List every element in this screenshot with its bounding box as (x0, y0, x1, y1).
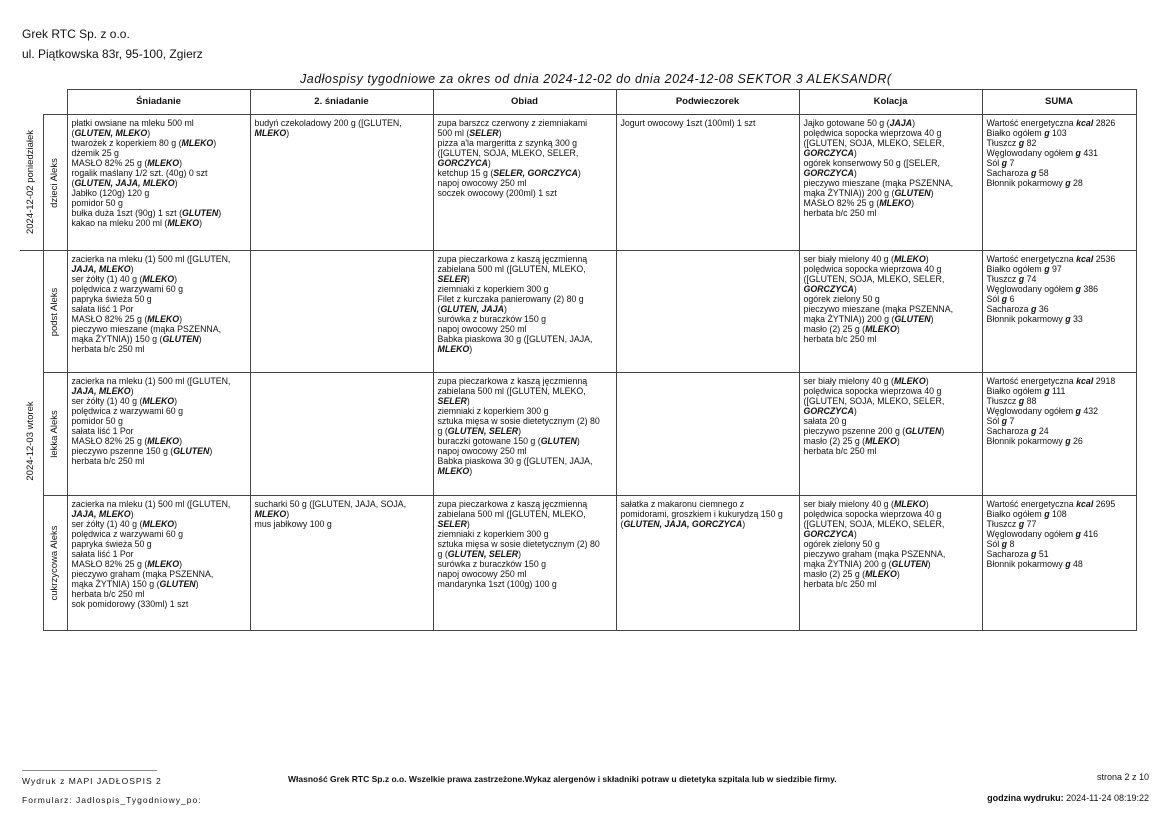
meal-cell (250, 251, 433, 373)
cell-line: 500 ml (SELER) (437, 128, 502, 138)
cell-line: sztuka mięsa w sosie dietetycznym (2) 80 (437, 416, 600, 426)
cell-line: JAJA, MLEKO) (71, 509, 134, 519)
cell-line: MLEKO) (437, 466, 473, 476)
cell-line: SELER) (437, 519, 470, 529)
column-header-kolacja: Kolacja (799, 90, 982, 115)
cell-line: pomidor 50 g (71, 198, 123, 208)
printout-source: Wydruk z MAPI JADŁOSPIS 2 (22, 776, 162, 786)
cell-line: soczek owocowy (200ml) 1 szt (437, 188, 557, 198)
cell-line: twarożek z koperkiem 80 g (MLEKO) (71, 138, 217, 148)
meal-cell (799, 115, 982, 251)
cell-line: (GLUTEN, JAJA, GORCZYCA) (620, 519, 746, 529)
cell-line: pieczywo graham (mąka PSZENNA, (803, 549, 946, 559)
cell-line: Sacharoza g 58 (986, 168, 1049, 178)
column-header-obiad: Obiad (433, 90, 616, 115)
menu-title: Jadłospisy tygodniowe za okres od dnia 2024-12-02 do dnia 2024-12-08 SEKTOR 3 ALEKSANDR( (300, 72, 892, 86)
cell-line: bułka duża 1szt (90g) 1 szt (GLUTEN) (71, 208, 222, 218)
cell-line: zabielana 500 ml ([GLUTEN, MLEKO, (437, 264, 586, 274)
meal-cell (250, 496, 433, 631)
cell-line: herbata b/c 250 ml (803, 334, 877, 344)
cell-line: Węglowodany ogółem g 432 (986, 406, 1098, 416)
cell-line: polędwica sopocka wieprzowa 40 g (803, 264, 942, 274)
cell-line: Białko ogółem g 111 (986, 386, 1066, 396)
cell-line: SELER) (437, 396, 470, 406)
cell-line: pieczywo pszenne 150 g (GLUTEN) (71, 446, 213, 456)
cell-line: Sól g 7 (986, 158, 1015, 168)
cell-line: sałata liść 1 Por (71, 304, 134, 314)
form-name: Formularz: Jadlospis_Tygodniowy_po: (22, 795, 202, 805)
cell-line: MASŁO 82% 25 g (MLEKO) (71, 436, 182, 446)
cell-line: polędwica sopocka wieprzowa 40 g (803, 128, 942, 138)
cell-line: Wartość energetyczna kcal 2826 (986, 118, 1116, 128)
cell-line: sałata 20 g (803, 416, 847, 426)
meal-cell (616, 251, 799, 373)
summary-cell (982, 115, 1136, 251)
summary-cell (982, 373, 1136, 496)
cell-line: herbata b/c 250 ml (803, 446, 877, 456)
cell-line: ogórek konserwowy 50 g ([SELER, (803, 158, 940, 168)
cell-line: płatki owsiane na mleku 500 ml (71, 118, 194, 128)
cell-line: ser żółty (1) 40 g (MLEKO) (71, 396, 178, 406)
cell-line: SELER) (437, 274, 470, 284)
cell-line: (GLUTEN, JAJA, MLEKO) (71, 178, 178, 188)
cell-line: zupa pieczarkowa z kaszą jęczmienną (437, 254, 588, 264)
meal-cell (433, 115, 616, 251)
cell-line: ogórek zielony 50 g (803, 294, 880, 304)
cell-line: ([GLUTEN, SOJA, MLEKO, SELER, (803, 396, 945, 406)
cell-line: MLEKO) (254, 509, 290, 519)
meal-cell (67, 251, 250, 373)
diet-cell (43, 373, 67, 496)
meal-cell (799, 373, 982, 496)
meal-cell (250, 373, 433, 496)
cell-line: JAJA, MLEKO) (71, 386, 134, 396)
cell-line: Błonnik pokarmowy g 28 (986, 178, 1083, 188)
cell-line: mąka ŻYTNIA)) 200 g (GLUTEN) (803, 188, 934, 198)
cell-line: Jabłko (120g) 120 g (71, 188, 150, 198)
column-header-2-sniadanie: 2. śniadanie (250, 90, 433, 115)
cell-line: GORCZYCA) (803, 406, 857, 416)
cell-line: pomidor 50 g (71, 416, 123, 426)
diet-cell (43, 251, 67, 373)
cell-line: napoj owocowy 250 ml (437, 324, 527, 334)
cell-line: Sacharoza g 51 (986, 549, 1049, 559)
cell-line: ser biały mielony 40 g (MLEKO) (803, 376, 929, 386)
diet-cell (43, 115, 67, 251)
cell-line: sztuka mięsa w sosie dietetycznym (2) 80 (437, 539, 600, 549)
cell-line: Białko ogółem g 108 (986, 509, 1067, 519)
summary-cell (982, 496, 1136, 631)
cell-line: Białko ogółem g 103 (986, 128, 1067, 138)
cell-line: herbata b/c 250 ml (803, 579, 877, 589)
footer-divider (22, 770, 157, 771)
cell-line: Tłuszcz g 82 (986, 138, 1037, 148)
cell-line: Węglowodany ogółem g 416 (986, 529, 1098, 539)
cell-line: Wartość energetyczna kcal 2695 (986, 499, 1116, 509)
diet-row (20, 251, 1136, 373)
meal-cell (433, 496, 616, 631)
cell-line: JAJA, MLEKO) (71, 264, 134, 274)
cell-line: sałata liść 1 Por (71, 426, 134, 436)
print-time (987, 793, 1149, 803)
cell-line: ser żółty (1) 40 g (MLEKO) (71, 274, 178, 284)
cell-line: surówka z buraczków 150 g (437, 314, 547, 324)
column-header-podwieczorek: Podwieczorek (616, 90, 799, 115)
cell-line: Tłuszcz g 77 (986, 519, 1037, 529)
day-cell (20, 251, 43, 631)
header-corner (20, 90, 43, 115)
cell-line: pieczywo graham (mąka PSZENNA, (71, 569, 214, 579)
cell-line: polędwica z warzywami 60 g (71, 529, 183, 539)
cell-line: Tłuszcz g 74 (986, 274, 1037, 284)
cell-line: ([GLUTEN, SOJA, MLEKO, SELER, (803, 519, 945, 529)
print-time-label: godzina wydruku: (987, 793, 1064, 803)
day-cell (20, 115, 43, 251)
cell-line: pieczywo mieszane (mąka PSZENNA, (803, 304, 954, 314)
cell-line: ogórek zielony 50 g (803, 539, 880, 549)
cell-line: Sól g 7 (986, 416, 1015, 426)
cell-line: budyń czekoladowy 200 g ([GLUTEN, (254, 118, 402, 128)
cell-line: napoj owocowy 250 ml (437, 569, 527, 579)
meal-cell (616, 496, 799, 631)
day-label: 2024-12-03 wtorek (25, 401, 37, 481)
cell-line: Jajko gotowane 50 g (JAJA) (803, 118, 916, 128)
meal-cell (67, 373, 250, 496)
menu-table (20, 89, 1136, 631)
cell-line: pomidorami, groszkiem i kukurydzą 150 g (620, 509, 783, 519)
cell-line: MLEKO) (437, 344, 473, 354)
diet-label: podst Aleks (49, 287, 60, 336)
footer-left (22, 772, 202, 810)
meal-cell (433, 251, 616, 373)
cell-line: Wartość energetyczna kcal 2918 (986, 376, 1116, 386)
table-header (20, 90, 1136, 115)
cell-line: ser biały mielony 40 g (MLEKO) (803, 499, 929, 509)
meal-cell (67, 496, 250, 631)
meal-cell (433, 373, 616, 496)
diet-cell (43, 496, 67, 631)
ownership-note: Własność Grek RTC Sp.z o.o. Wszelkie prawa zastrzeżone.Wykaz alergenów i składniki potraw u dietetyka szpitala lub w siedzibie firmy. (288, 774, 837, 784)
summary-cell (982, 251, 1136, 373)
diet-row (20, 373, 1136, 496)
cell-line: MASŁO 82% 25 g (MLEKO) (803, 198, 914, 208)
cell-line: zabielana 500 ml ([GLUTEN, MLEKO, (437, 386, 586, 396)
cell-line: zacierka na mleku (1) 500 ml ([GLUTEN, (71, 376, 231, 386)
cell-line: mus jabłkowy 100 g (254, 519, 332, 529)
diet-label: cukrzycowa Aleks (49, 525, 60, 601)
cell-line: herbata b/c 250 ml (71, 456, 145, 466)
cell-line: Sacharoza g 24 (986, 426, 1049, 436)
cell-line: sałatka z makaronu ciemnego z (620, 499, 745, 509)
cell-line: Błonnik pokarmowy g 33 (986, 314, 1083, 324)
cell-line: ([GLUTEN, SOJA, MLEKO, SELER, (803, 138, 945, 148)
cell-line: GORCZYCA) (803, 168, 857, 178)
cell-line: rogalik maślany 1/2 szt. (40g) 0 szt (71, 168, 208, 178)
cell-line: ser żółty (1) 40 g (MLEKO) (71, 519, 178, 529)
cell-line: ([GLUTEN, SOJA, MLEKO, SELER, (803, 274, 945, 284)
diet-row (20, 496, 1136, 631)
cell-line: g (GLUTEN, SELER) (437, 426, 522, 436)
cell-line: Węglowodany ogółem g 431 (986, 148, 1098, 158)
cell-line: GORCZYCA) (437, 158, 491, 168)
cell-line: pieczywo pszenne 200 g (GLUTEN) (803, 426, 945, 436)
print-time-value: 2024-11-24 08:19:22 (1066, 793, 1149, 803)
cell-line: papryka świeża 50 g (71, 294, 152, 304)
cell-line: Błonnik pokarmowy g 26 (986, 436, 1083, 446)
cell-line: pieczywo mieszane (mąka PSZENNA, (71, 324, 222, 334)
cell-line: GORCZYCA) (803, 148, 857, 158)
cell-line: MASŁO 82% 25 g (MLEKO) (71, 559, 182, 569)
cell-line: Sól g 8 (986, 539, 1015, 549)
cell-line: zabielana 500 ml ([GLUTEN, MLEKO, (437, 509, 586, 519)
cell-line: polędwica sopocka wieprzowa 40 g (803, 386, 942, 396)
cell-line: MASŁO 82% 25 g (MLEKO) (71, 314, 182, 324)
meal-cell (67, 115, 250, 251)
cell-line: Babka piaskowa 30 g ([GLUTEN, JAJA, (437, 334, 593, 344)
column-header-suma: SUMA (982, 90, 1136, 115)
diet-label: lekka Aleks (49, 410, 60, 458)
cell-line: kakao na mleku 200 ml (MLEKO) (71, 218, 203, 228)
cell-line: g (GLUTEN, SELER) (437, 549, 522, 559)
cell-line: Tłuszcz g 88 (986, 396, 1037, 406)
cell-line: Błonnik pokarmowy g 48 (986, 559, 1083, 569)
cell-line: napoj owocowy 250 ml (437, 446, 527, 456)
cell-line: ketchup 15 g (SELER, GORCZYCA) (437, 168, 581, 178)
cell-line: Babka piaskowa 30 g ([GLUTEN, JAJA, (437, 456, 593, 466)
diet-row (20, 115, 1136, 251)
cell-line: mąka ŻYTNIA)) 200 g (GLUTEN) (803, 314, 934, 324)
cell-line: Białko ogółem g 97 (986, 264, 1062, 274)
cell-line: masło (2) 25 g (MLEKO) (803, 324, 900, 334)
company-address: ul. Piątkowska 83r, 95-100, Zgierz (22, 47, 203, 61)
meal-cell (616, 373, 799, 496)
cell-line: sok pomidorowy (330ml) 1 szt (71, 599, 189, 609)
cell-line: ([GLUTEN, SOJA, MLEKO, SELER, (437, 148, 579, 158)
cell-line: zupa barszcz czerwony z ziemniakami (437, 118, 588, 128)
cell-line: sałata liść 1 Por (71, 549, 134, 559)
cell-line: mandarynka 1szt (100g) 100 g (437, 579, 557, 589)
cell-line: polędwica z warzywami 60 g (71, 284, 183, 294)
cell-line: polędwica sopocka wieprzowa 40 g (803, 509, 942, 519)
cell-line: ziemniaki z koperkiem 300 g (437, 529, 549, 539)
cell-line: (GLUTEN, JAJA) (437, 304, 507, 314)
company-name: Grek RTC Sp. z o.o. (22, 27, 130, 41)
cell-line: zupa pieczarkowa z kaszą jęczmienną (437, 376, 588, 386)
cell-line: zacierka na mleku (1) 500 ml ([GLUTEN, (71, 254, 231, 264)
cell-line: sucharki 50 g ([GLUTEN, JAJA, SOJA, (254, 499, 407, 509)
cell-line: dżemik 25 g (71, 148, 119, 158)
cell-line: GORCZYCA) (803, 284, 857, 294)
company-block (22, 24, 203, 64)
cell-line: masło (2) 25 g (MLEKO) (803, 569, 900, 579)
day-label: 2024-12-02 poniedziałek (25, 130, 37, 235)
diet-label: dzieci Aleks (49, 157, 60, 208)
cell-line: Węglowodany ogółem g 386 (986, 284, 1098, 294)
cell-line: MASŁO 82% 25 g (MLEKO) (71, 158, 182, 168)
page-number: strona 2 z 10 (1096, 772, 1149, 782)
cell-line: mąka ŻYTNIA)) 150 g (GLUTEN) (71, 334, 202, 344)
cell-line: pizza a'la margeritta z szynką 300 g (437, 138, 578, 148)
cell-line: ser biały mielony 40 g (MLEKO) (803, 254, 929, 264)
cell-line: mąka ŻYTNIA) 150 g (GLUTEN) (71, 579, 199, 589)
cell-line: papryka świeża 50 g (71, 539, 152, 549)
column-header-sniadanie: Śniadanie (67, 90, 250, 115)
cell-line: herbata b/c 250 ml (71, 589, 145, 599)
cell-line: masło (2) 25 g (MLEKO) (803, 436, 900, 446)
cell-line: herbata b/c 250 ml (803, 208, 877, 218)
cell-line: Filet z kurczaka panierowany (2) 80 g (437, 294, 584, 304)
cell-line: zupa pieczarkowa z kaszą jęczmienną (437, 499, 588, 509)
cell-line: herbata b/c 250 ml (71, 344, 145, 354)
cell-line: ziemniaki z koperkiem 300 g (437, 284, 549, 294)
meal-cell (799, 251, 982, 373)
cell-line: surówka z buraczków 150 g (437, 559, 547, 569)
cell-line: Wartość energetyczna kcal 2536 (986, 254, 1116, 264)
cell-line: pieczywo mieszane (mąka PSZENNA, (803, 178, 954, 188)
meal-cell (616, 115, 799, 251)
cell-line: zacierka na mleku (1) 500 ml ([GLUTEN, (71, 499, 231, 509)
cell-line: GORCZYCA) (803, 529, 857, 539)
header-corner (43, 90, 67, 115)
cell-line: Sól g 6 (986, 294, 1015, 304)
meal-cell (799, 496, 982, 631)
cell-line: mąka ŻYTNIA) 200 g (GLUTEN) (803, 559, 931, 569)
meal-cell (250, 115, 433, 251)
cell-line: ziemniaki z koperkiem 300 g (437, 406, 549, 416)
cell-line: polędwica z warzywami 60 g (71, 406, 183, 416)
cell-line: Sacharoza g 36 (986, 304, 1049, 314)
cell-line: (GLUTEN, MLEKO) (71, 128, 151, 138)
cell-line: buraczki gotowane 150 g (GLUTEN) (437, 436, 580, 446)
cell-line: napoj owocowy 250 ml (437, 178, 527, 188)
cell-line: Jogurt owocowy 1szt (100ml) 1 szt (620, 118, 756, 128)
cell-line: MLEKO) (254, 128, 290, 138)
